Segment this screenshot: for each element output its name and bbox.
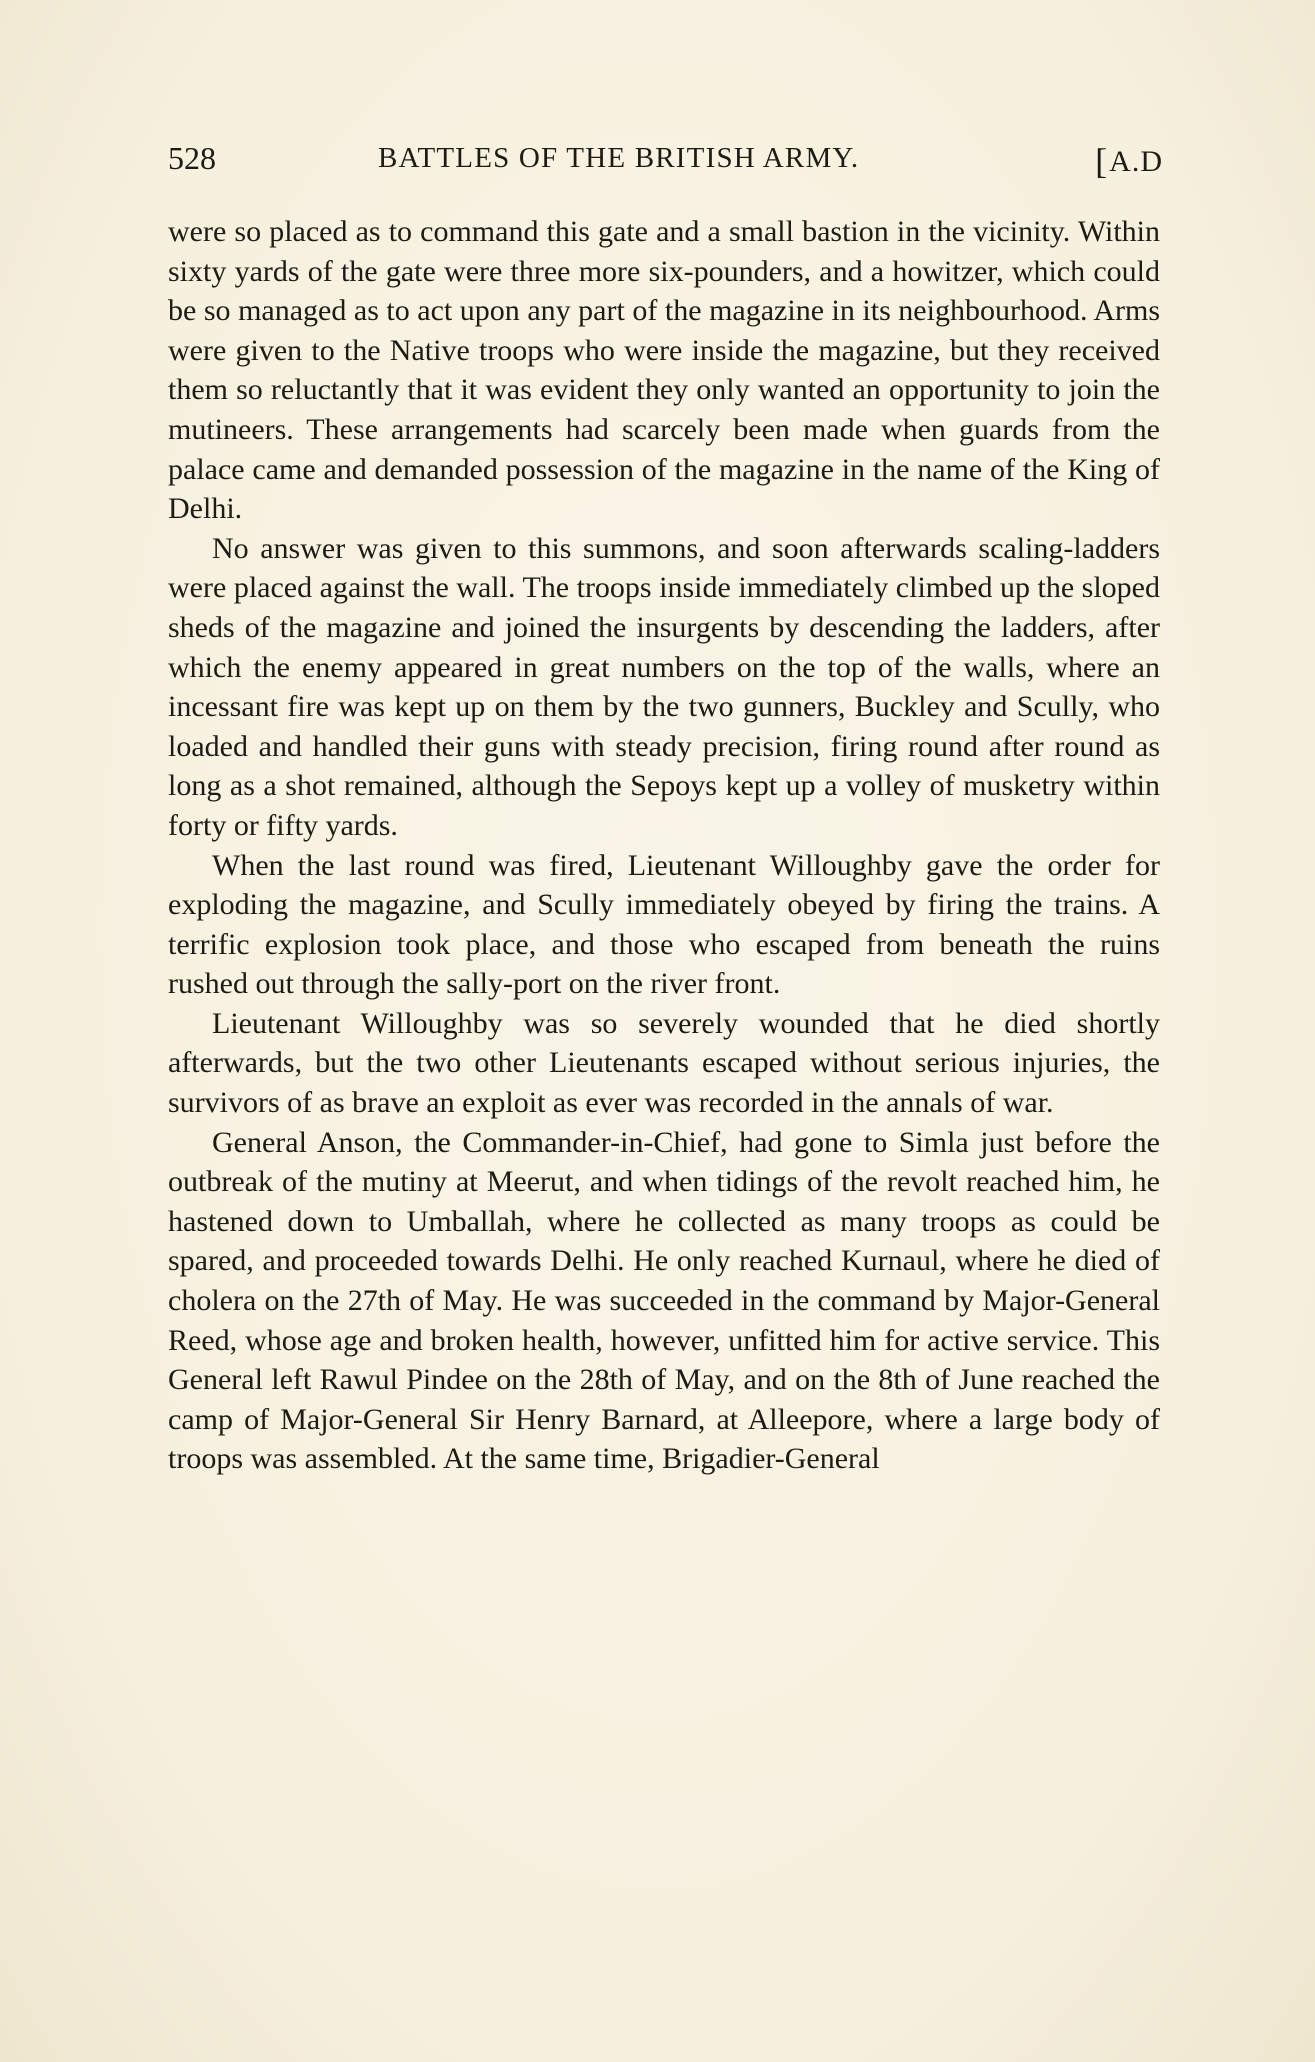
- running-head: [168, 136, 1163, 180]
- body-text: [168, 212, 1160, 1479]
- paragraph-1: were so placed as to command this gate and a small bastion in the vicinity. Within sixty yards of the gate were three more six-pounders, and a howitzer, which could be so managed as to act upon any part of the magazine in its neighbourhood. Arms were given to the Native troops who were inside the magazine, but they received them so reluctantly that it was evident they only wanted an opportunity to join the mutineers. These arrangements had scarcely been made when guards from the palace came and demanded possession of the magazine in the name of the King of Delhi.: [168, 215, 1160, 526]
- bracket-glyph: [: [1095, 141, 1109, 181]
- page-number: 528: [168, 140, 216, 176]
- paragraph-2: No answer was given to this summons, and soon afterwards scaling-ladders were placed against the wall. The troops inside immediately climbed up the sloped sheds of the magazine and joined the insurgents by descending the ladders, after which the enemy appeared in great numbers on the top of the walls, where an incessant fire was kept up on them by the two gunners, Buckley and Scully, who loaded and handled their guns with steady precision, firing round after round as long as a shot remained, although the Sepoys kept up a volley of musketry within forty or fifty yards.: [168, 531, 1160, 842]
- era-marker-text: A.D: [1109, 145, 1163, 178]
- era-marker: [1095, 138, 1163, 180]
- running-title: BATTLES OF THE BRITISH ARMY.: [378, 142, 860, 174]
- paragraph-4: Lieutenant Willoughby was so severely wounded that he died shortly afterwards, but the two other Lieutenants escaped without serious injuries, the survivors of as brave an exploit as ever was recorded in the annals of war.: [168, 1006, 1160, 1120]
- paragraph-3: When the last round was fired, Lieutenant Willoughby gave the order for exploding the magazine, and Scully immediately obeyed by firing the trains. A terrific explosion took place, and those who escaped from beneath the ruins rushed out through the sally-port on the river front.: [168, 848, 1160, 1001]
- paragraph-5: General Anson, the Commander-in-Chief, had gone to Simla just before the outbreak of the mutiny at Meerut, and when tidings of the revolt reached him, he hastened down to Umballah, where he collected as many troops as could be spared, and proceeded towards Delhi. He only reached Kurnaul, where he died of cholera on the 27th of May. He was succeeded in the command by Major-General Reed, whose age and broken health, however, unfitted him for active service. This General left Rawul Pindee on the 28th of May, and on the 8th of June reached the camp of Major-General Sir Henry Barnard, at Alleepore, where a large body of troops was assembled. At the same time, Brigadier-General: [168, 1125, 1160, 1476]
